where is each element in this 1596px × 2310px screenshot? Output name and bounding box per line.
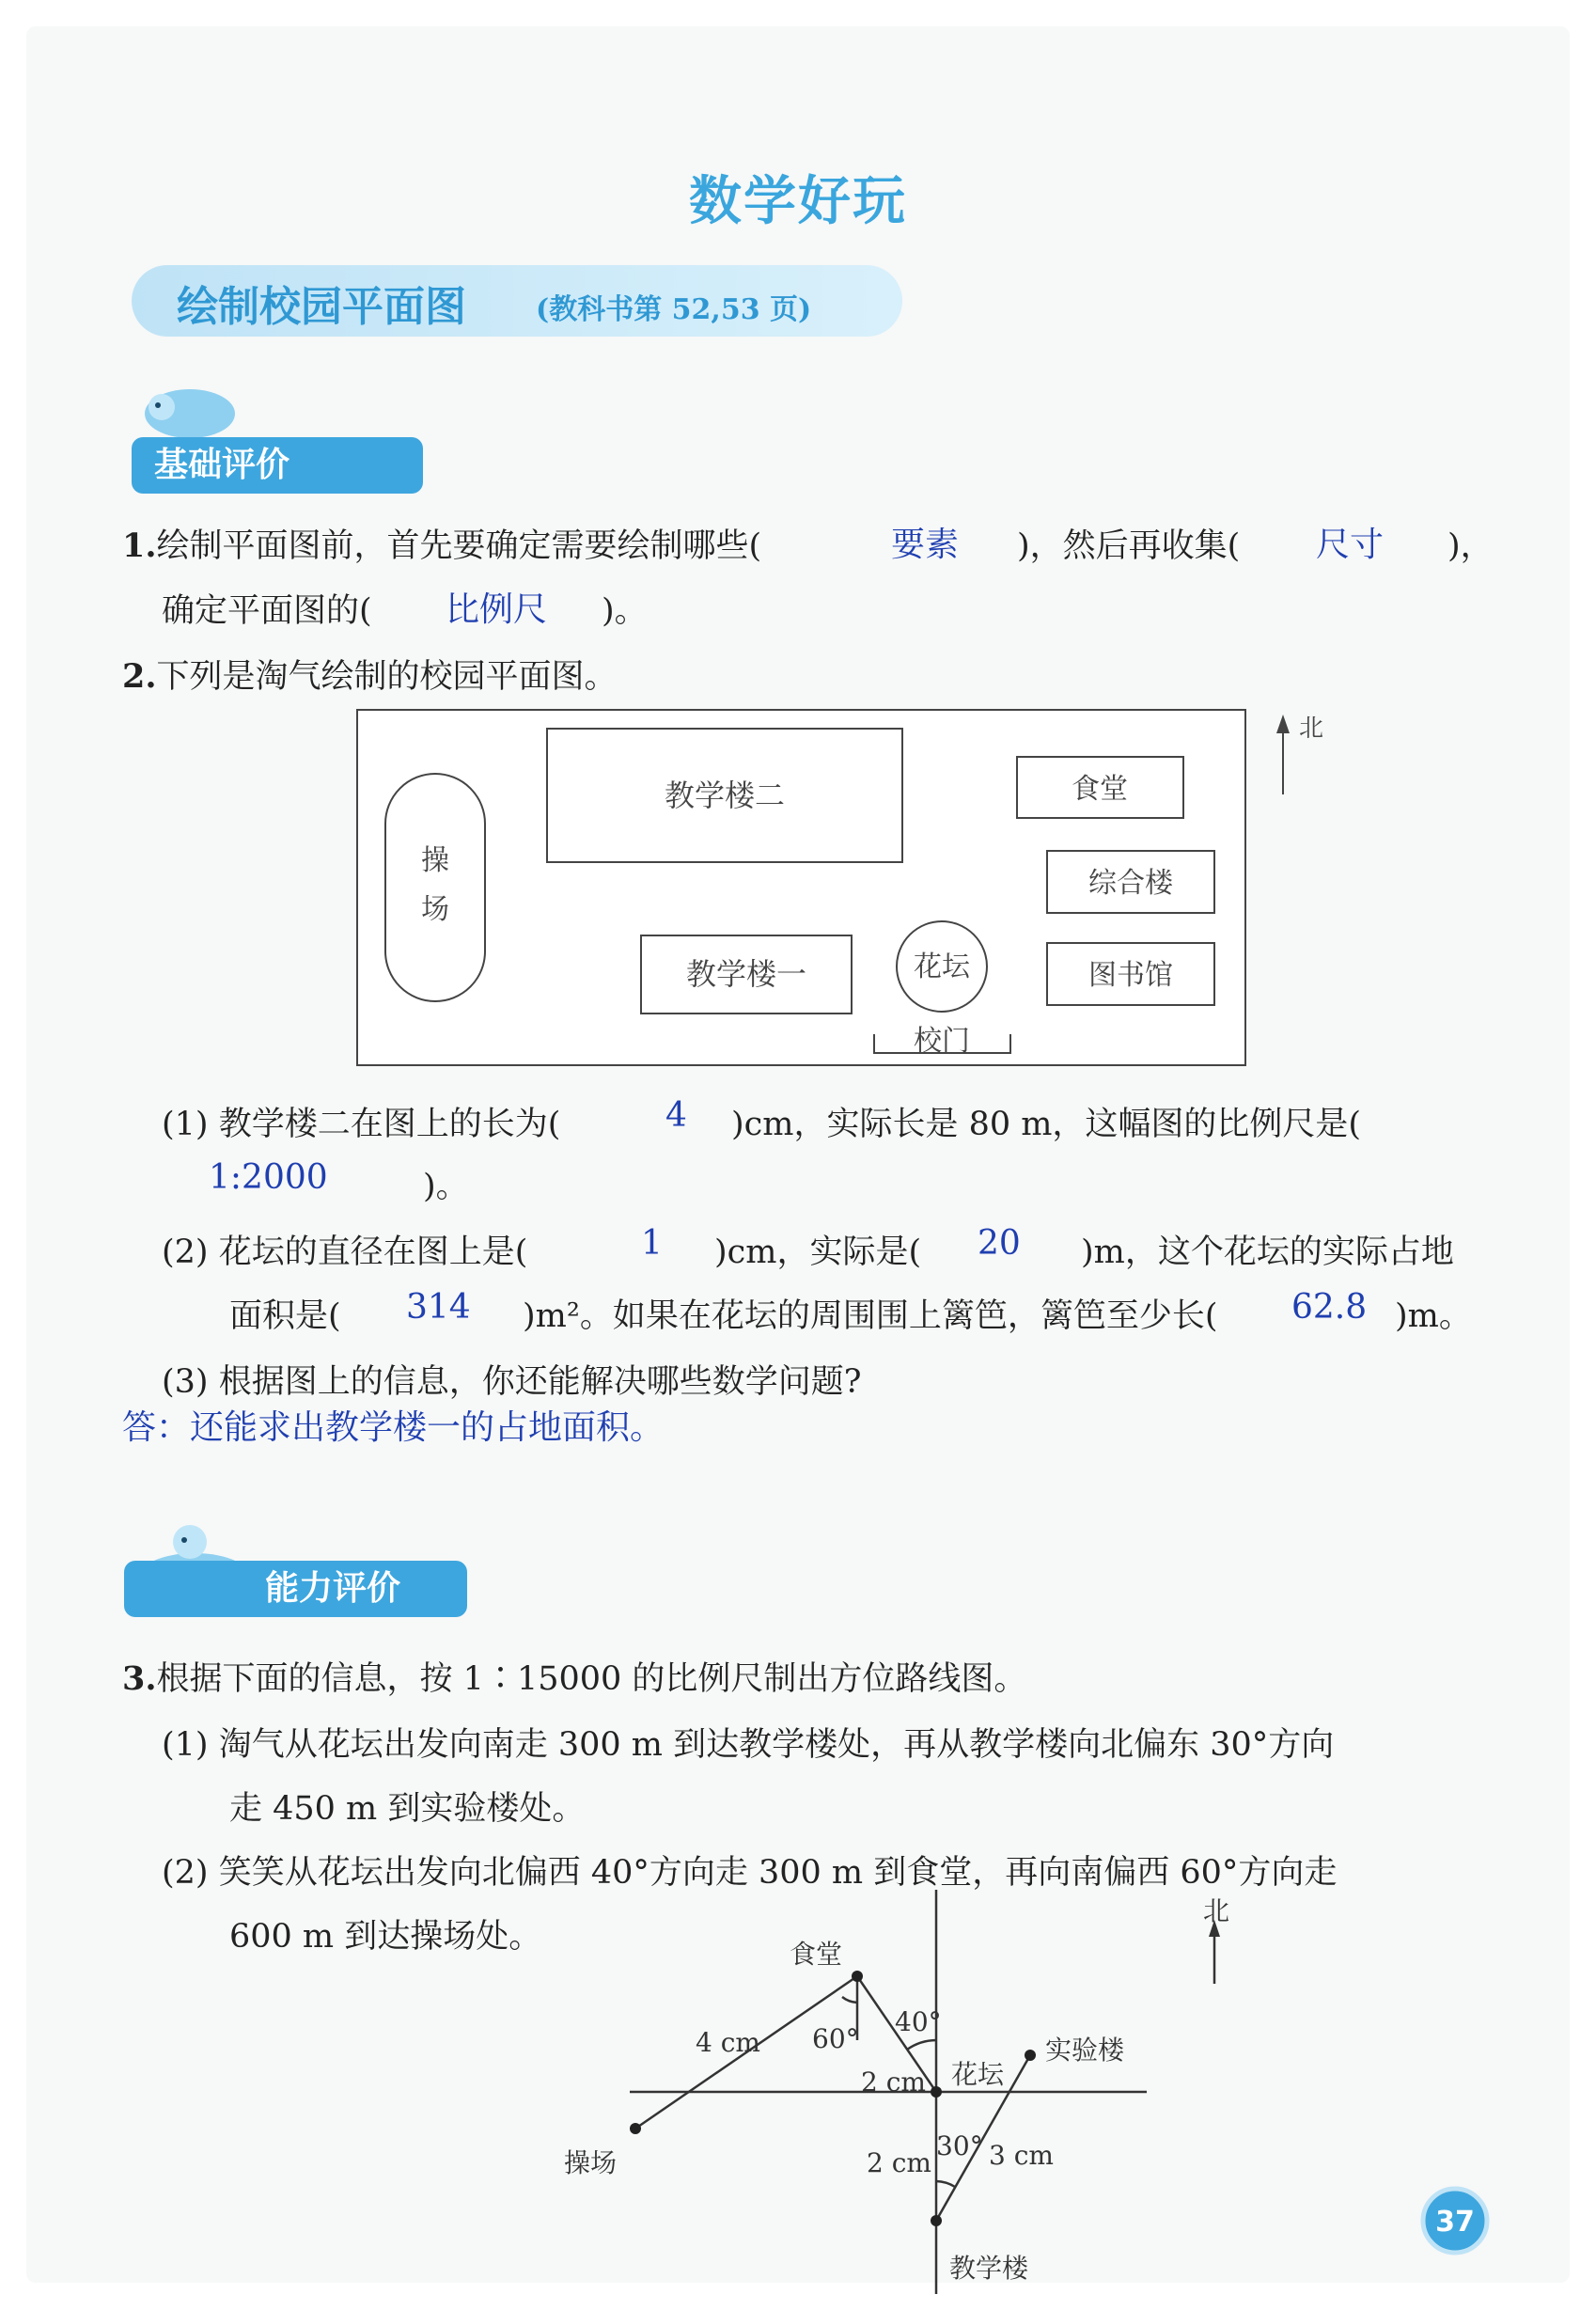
q2-sub1-answer-length: 4 [665, 1096, 687, 1135]
playground-label-2: 场 [421, 893, 449, 926]
diagram-lab-label: 实验楼 [1045, 2035, 1125, 2066]
flower-bed-point [931, 2086, 942, 2098]
q1-text-c: )， [1447, 527, 1494, 565]
q2-sub2-answer-fence: 62.8 [1291, 1288, 1368, 1327]
section-title: 绘制校园平面图 [177, 283, 466, 331]
q2-sub1-text-b: )cm，实际长是 80 m，这幅图的比例尺是( [731, 1106, 1362, 1143]
q3-number: 3. [122, 1659, 157, 1698]
angle-arc-30 [936, 2181, 955, 2187]
q2-sub3-answer: 答：还能求出教学楼一的占地面积。 [122, 1408, 665, 1447]
basic-evaluation-badge: 基础评价 [132, 437, 423, 494]
q3-sub1-line2: 走 450 m 到实验楼处。 [229, 1790, 586, 1828]
q2-sub1-answer-scale: 1:2000 [209, 1158, 328, 1197]
q1-text-a: 绘制平面图前，首先要确定需要绘制哪些( [156, 527, 762, 565]
gate-label: 校门 [914, 1025, 970, 1058]
q2-line [122, 651, 618, 698]
canteen-label: 食堂 [1072, 773, 1128, 806]
q2-sub1-text-c: )。 [423, 1168, 469, 1205]
page-title: 数学好玩 [689, 171, 907, 232]
section-reference: (教科书第 52,53 页) [536, 293, 812, 326]
flower-bed-label: 花坛 [914, 951, 970, 983]
q2-sub2-text-c: )m，这个花坛的实际占地 [1081, 1234, 1454, 1271]
building-one-label: 教学楼一 [685, 956, 807, 992]
q3-sub2-line2: 600 m 到达操场处。 [229, 1918, 542, 1956]
q2-sub2-text-b: )cm，实际是( [714, 1234, 922, 1271]
q2-sub2-text-d: 面积是( [229, 1297, 341, 1335]
north-label: 北 [1299, 715, 1324, 743]
q2-sub1-text-a: (1) 教学楼二在图上的长为( [162, 1106, 561, 1143]
page-number: 37 [1435, 2206, 1475, 2239]
canteen-point [852, 1971, 863, 1982]
diagram-north-label: 北 [1203, 1895, 1230, 1926]
complex-building-label: 综合楼 [1088, 867, 1173, 900]
diagram-length-2cm-top: 2 cm [861, 2066, 926, 2098]
q1-text-d: 确定平面图的( [162, 592, 372, 630]
q1-text-e: )。 [602, 592, 648, 630]
playground-point [630, 2123, 641, 2134]
q2-number: 2. [122, 657, 157, 696]
q2-sub2-text-f: )m。 [1395, 1297, 1472, 1335]
angle-arc-60 [842, 1997, 857, 2003]
q1-answer-size: 尺寸 [1316, 526, 1385, 564]
diagram-teaching-label: 教学楼 [949, 2253, 1029, 2284]
q3-sub2-line1: (2) 笑笑从花坛出发向北偏西 40°方向走 300 m 到食堂，再向南偏西 60°方向走 [162, 1854, 1338, 1892]
q1-text-b: )，然后再收集( [1017, 527, 1241, 565]
diagram-flower-bed-label: 花坛 [951, 2059, 1005, 2090]
angle-arc-40 [907, 2040, 936, 2050]
ability-evaluation-badge: 能力评价 [124, 1561, 467, 1617]
building-two-label: 教学楼二 [664, 778, 786, 813]
q2-sub3-question: (3) 根据图上的信息，你还能解决哪些数学问题? [162, 1363, 862, 1401]
lab-point [1025, 2050, 1036, 2061]
teaching-building-point [931, 2215, 942, 2226]
page-number-badge [1417, 2183, 1493, 2258]
north-arrowhead-icon [1276, 715, 1290, 733]
playground-label-1: 操 [421, 844, 449, 877]
route-diagram [526, 1890, 1278, 2303]
q2-sub2-answer-actual: 20 [978, 1224, 1021, 1263]
diagram-length-4cm: 4 cm [696, 2027, 760, 2058]
q2-sub2-answer-diameter: 1 [641, 1224, 663, 1263]
q1-answer-elements: 要素 [891, 526, 960, 564]
q2-text: 下列是淘气绘制的校园平面图。 [156, 658, 618, 696]
q1-number: 1. [122, 526, 157, 565]
diagram-angle-30: 30° [936, 2130, 983, 2161]
q3-line [122, 1653, 1026, 1700]
q2-sub2-text-a: (2) 花坛的直径在图上是( [162, 1234, 528, 1271]
diagram-length-2cm-bottom: 2 cm [867, 2147, 931, 2178]
q1-answer-scale: 比例尺 [446, 590, 548, 629]
campus-map [348, 700, 1335, 1076]
q3-text: 根据下面的信息，按 1∶15000 的比例尺制出方位路线图。 [156, 1660, 1027, 1698]
diagram-length-3cm: 3 cm [989, 2140, 1054, 2171]
q2-sub2-answer-area: 314 [406, 1288, 471, 1327]
diagram-canteen-label: 食堂 [790, 1939, 843, 1970]
q3-sub1-line1: (1) 淘气从花坛出发向南走 300 m 到达教学楼处，再从教学楼向北偏东 30°方向 [162, 1726, 1335, 1764]
diagram-angle-60: 60° [812, 2023, 859, 2054]
diagram-playground-label: 操场 [564, 2147, 618, 2178]
library-label: 图书馆 [1088, 959, 1173, 992]
diagram-angle-40: 40° [895, 2006, 942, 2037]
q2-sub2-text-e: )m²。如果在花坛的周围围上篱笆，篱笆至少长( [523, 1297, 1218, 1335]
q1-line1 [122, 520, 761, 567]
